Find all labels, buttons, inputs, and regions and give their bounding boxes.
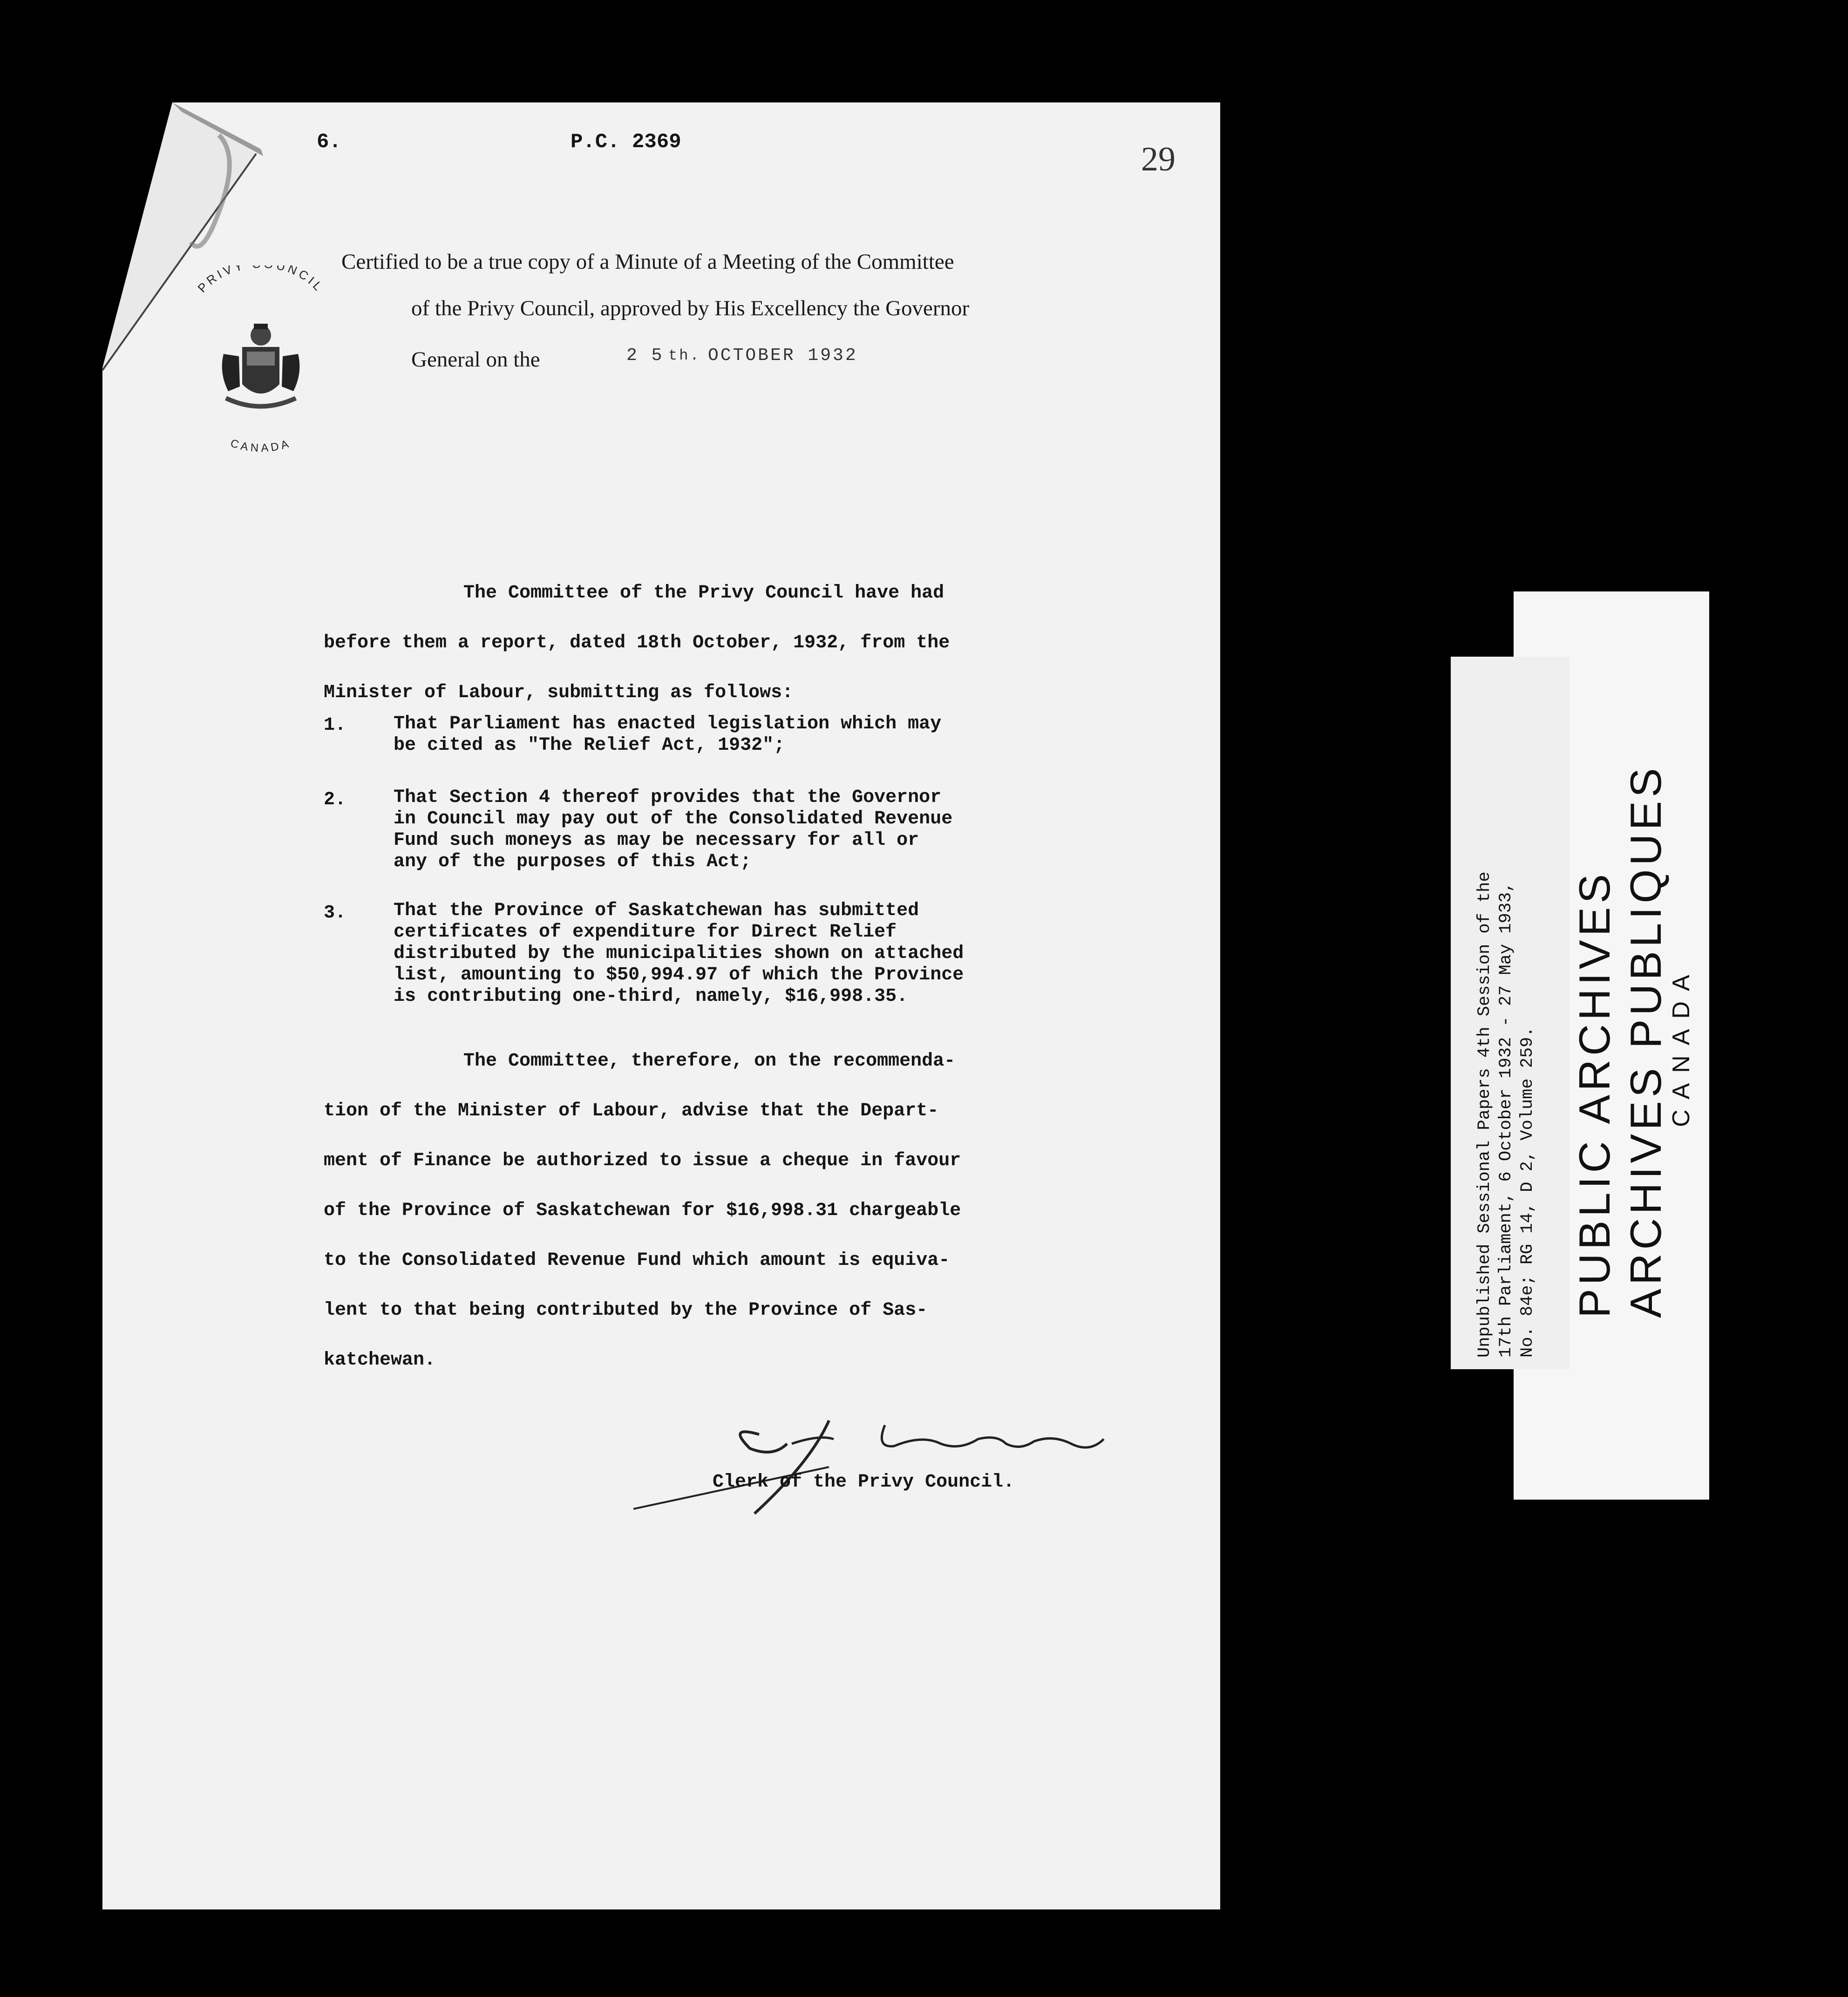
archive-citation [1474, 871, 1538, 1358]
conclusion-line-4: of the Province of Saskatchewan for $16,998.31 chargeable [324, 1200, 961, 1221]
item-3-line-1: That the Province of Saskatchewan has submitted [394, 900, 919, 921]
conclusion-line-3: ment of Finance be authorized to issue a cheque in favour [324, 1150, 961, 1171]
item-1-line-1: That Parliament has enacted legislation which may [394, 713, 942, 734]
item-3-line-3: distributed by the municipalities shown on attached [394, 943, 964, 964]
item-1-line-2: be cited as "The Relief Act, 1932"; [394, 735, 785, 756]
item-2-line-2: in Council may pay out of the Consolidated Revenue [394, 808, 953, 829]
conclusion-line-5: to the Consolidated Revenue Fund which amount is equiva- [324, 1250, 950, 1271]
privy-council-seal [184, 265, 338, 452]
item-3-number: 3. [324, 903, 346, 924]
folio-number: 29 [1141, 140, 1175, 178]
item-2-number: 2. [324, 789, 346, 810]
archive-citation-line-1: Unpublished Sessional Papers 4th Session of the [1475, 871, 1495, 1358]
item-2-line-1: That Section 4 thereof provides that the Governor [394, 787, 942, 808]
date-suffix: th. [668, 347, 701, 364]
conclusion-line-6: lent to that being contributed by the Province of Sas- [324, 1300, 928, 1321]
date-month-year: OCTOBER 1932 [708, 346, 858, 366]
conclusion-line-7: katchewan. [324, 1350, 436, 1371]
archive-stamp-line-1: PUBLIC ARCHIVES [1570, 870, 1619, 1318]
item-3-line-5: is contributing one-third, namely, $16,998.35. [394, 986, 908, 1007]
certification-line-1: Certified to be a true copy of a Minute of a Meeting of the Committee [341, 250, 954, 274]
item-1-number: 1. [324, 715, 346, 736]
handwritten-signature [633, 1406, 1192, 1528]
intro-line-2: before them a report, dated 18th October, 1932, from the [324, 632, 950, 653]
item-3-line-4: list, amounting to $50,994.97 of which the Province [394, 965, 964, 985]
svg-text:PRIVY COUNCIL [195, 265, 326, 295]
item-3-line-2: certificates of expenditure for Direct Relief [394, 922, 897, 943]
page-reference: 6. [317, 130, 341, 154]
certification-line-3: General on the [411, 347, 540, 372]
conclusion-line-2: tion of the Minister of Labour, advise that the Depart- [324, 1100, 939, 1121]
certification-line-2: of the Privy Council, approved by His Excellency the Governor [411, 296, 970, 320]
clerk-title: Clerk of the Privy Council. [713, 1472, 1015, 1493]
intro-line-3: Minister of Labour, submitting as follows: [324, 682, 794, 703]
archive-stamp-canada: CANADA [1668, 965, 1695, 1127]
date-day: 2 5 [626, 346, 664, 366]
svg-text:CANADA [229, 437, 292, 452]
intro-line-1: The Committee of the Privy Council have had [463, 583, 944, 604]
coat-of-arms-icon [184, 265, 338, 452]
archive-stamp-line-2: ARCHIVES PUBLIQUES [1621, 764, 1670, 1318]
conclusion-line-1: The Committee, therefore, on the recommenda- [463, 1051, 956, 1072]
pc-number: P.C. 2369 [571, 130, 681, 154]
item-2-line-3: Fund such moneys as may be necessary for all or [394, 830, 919, 851]
archive-citation-line-3: No. 84e; RG 14, D 2, Volume 259. [1518, 1026, 1537, 1358]
item-2-line-4: any of the purposes of this Act; [394, 851, 752, 872]
seal-top-text: PRIVY UNCIL [195, 265, 327, 295]
archive-citation-line-2: 17th Parliament, 6 October 1932 - 27 May 1933, [1496, 882, 1516, 1358]
seal-bottom-text: CANADA [229, 436, 293, 452]
